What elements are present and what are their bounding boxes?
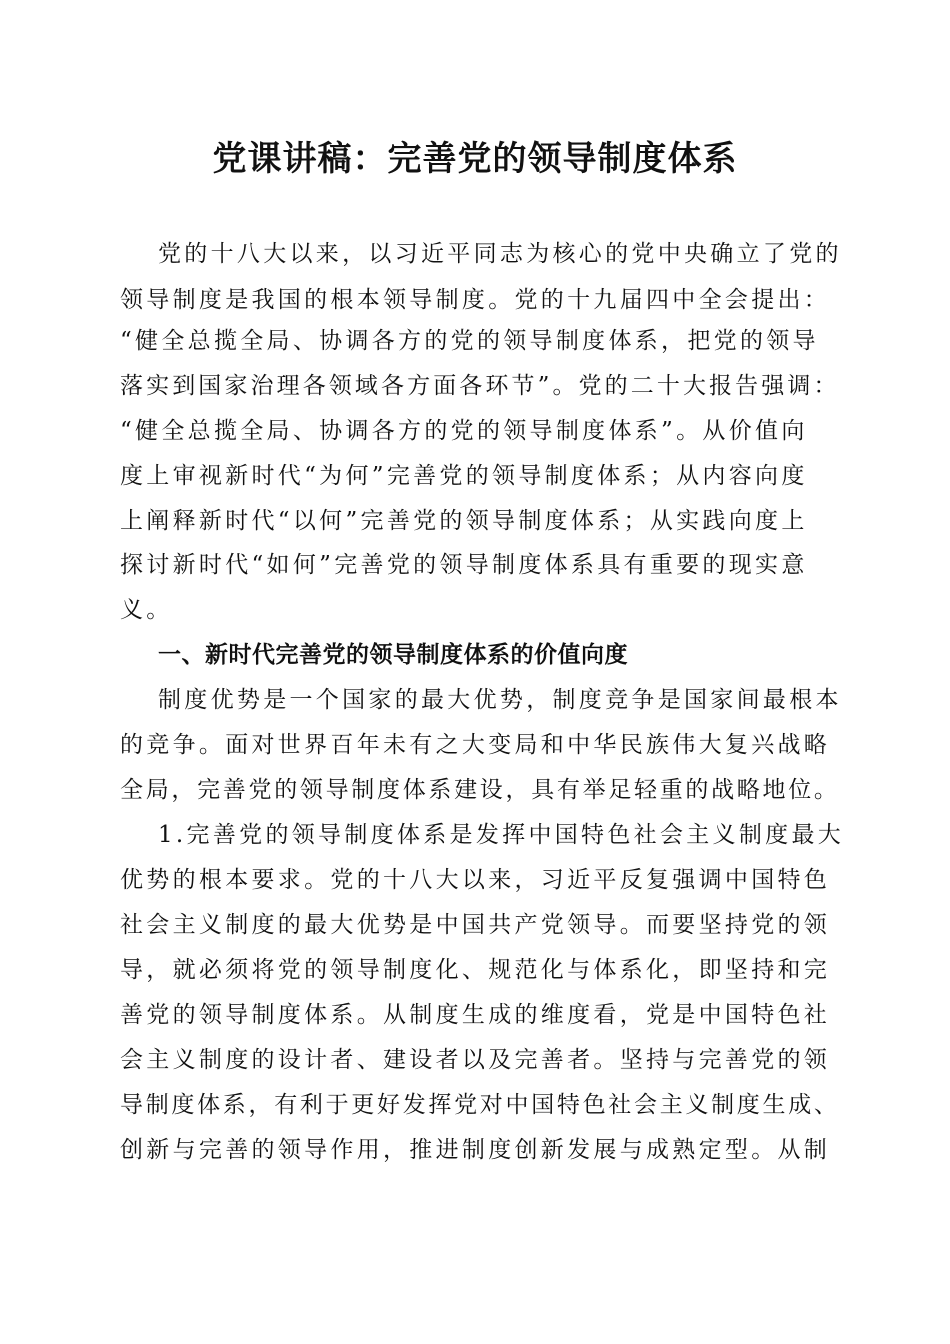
intro-line-4: 落实到国家治理各领域各方面各环节”。党的二十大报告强调： [120, 373, 840, 399]
intro-line-1: 党的十八大以来，以习近平同志为核心的党中央确立了党的 [158, 241, 842, 267]
point1-line-2: 优势的根本要求。党的十八大以来，习近平反复强调中国特色 [120, 867, 831, 893]
document-title: 党课讲稿：完善党的领导制度体系 [212, 139, 738, 179]
point1-line-7: 导制度体系，有利于更好发挥党对中国特色社会主义制度生成、 [120, 1092, 840, 1118]
point1-line-5: 善党的领导制度体系。从制度生成的维度看，党是中国特色社 [120, 1002, 831, 1028]
intro-line-2: 领导制度是我国的根本领导制度。党的十九届四中全会提出： [120, 287, 831, 313]
section1-line-1: 制度优势是一个国家的最大优势，制度竞争是国家间最根本 [158, 687, 842, 713]
intro-line-3: “健全总揽全局、协调各方的党的领导制度体系，把党的领导 [120, 328, 819, 354]
section-heading-1: 一、新时代完善党的领导制度体系的价值向度 [158, 642, 628, 668]
intro-line-9: 义。 [120, 597, 173, 623]
point1-line-4: 导，就必须将党的领导制度化、规范化与体系化，即坚持和完 [120, 957, 831, 983]
point1-line-3: 社会主义制度的最大优势是中国共产党领导。而要坚持党的领 [120, 912, 831, 938]
intro-line-7: 上阐释新时代“以何”完善党的领导制度体系；从实践向度上 [120, 508, 808, 534]
intro-line-8: 探讨新时代“如何”完善党的领导制度体系具有重要的现实意 [120, 552, 808, 578]
point1-line-1: 1.完善党的领导制度体系是发挥中国特色社会主义制度最大 [158, 822, 845, 848]
point1-line-6: 会主义制度的设计者、建设者以及完善者。坚持与完善党的领 [120, 1047, 831, 1073]
intro-line-6: 度上审视新时代“为何”完善党的领导制度体系；从内容向度 [120, 463, 808, 489]
section1-line-3: 全局，完善党的领导制度体系建设，具有举足轻重的战略地位。 [120, 777, 840, 803]
section1-line-2: 的竞争。面对世界百年未有之大变局和中华民族伟大复兴战略 [120, 732, 831, 758]
intro-line-5: “健全总揽全局、协调各方的党的领导制度体系”。从价值向 [120, 418, 808, 444]
point1-line-8: 创新与完善的领导作用，推进制度创新发展与成熟定型。从制 [120, 1137, 831, 1163]
